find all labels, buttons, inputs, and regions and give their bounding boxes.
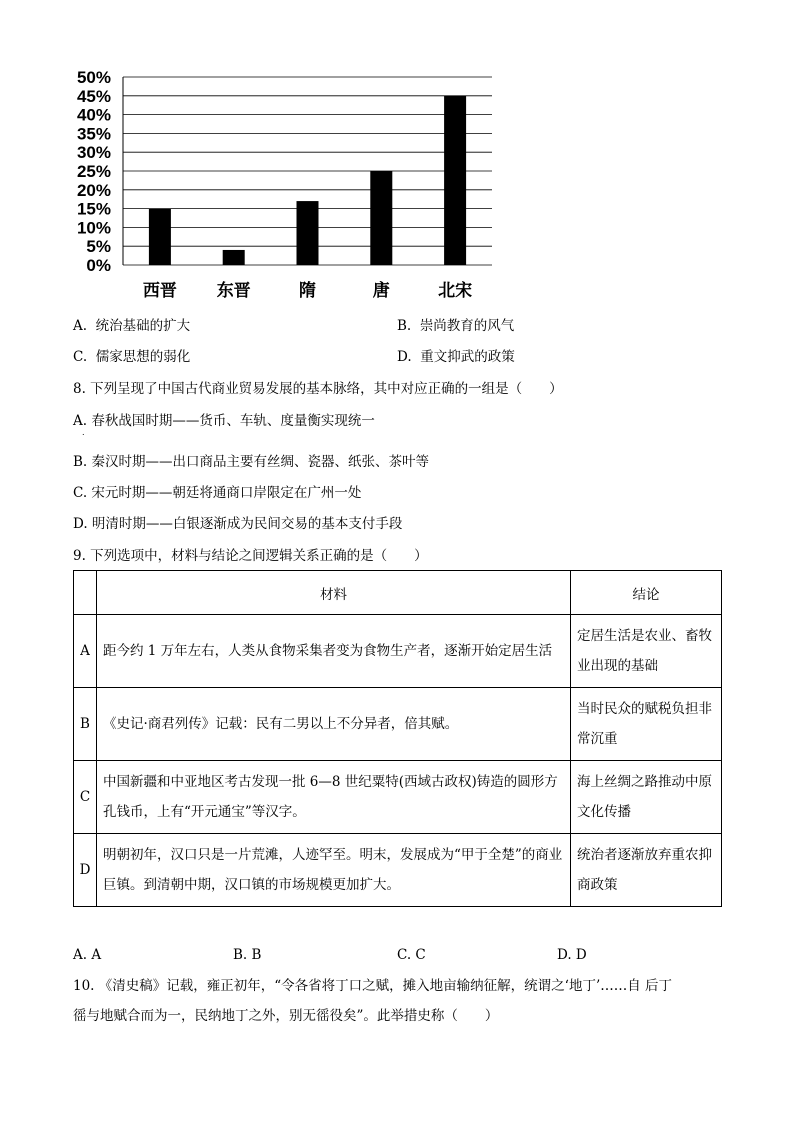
table-header-row xyxy=(74,571,722,615)
table-row xyxy=(74,761,722,834)
q7-option-c-letter: C. xyxy=(73,349,88,365)
y-tick-label: 35% xyxy=(76,124,111,144)
row-letter: D xyxy=(74,834,97,907)
chart-svg xyxy=(60,60,500,310)
y-tick-label: 20% xyxy=(76,180,111,200)
bar xyxy=(149,209,171,265)
row-material: 中国新疆和中亚地区考古发现一批 6—8 世纪粟特(西域古政权)铸造的圆形方孔钱币，上有“开元通宝”等汉字。 xyxy=(97,761,571,834)
table-row xyxy=(74,834,722,907)
q9-table xyxy=(73,570,722,907)
y-tick-label: 45% xyxy=(76,86,111,106)
row-letter: C xyxy=(74,761,97,834)
q7-option-a-text: 统治基础的扩大 xyxy=(95,318,191,334)
q8-option-d[interactable]: D. 明清时期——白银逐渐成为民间交易的基本支付手段 xyxy=(73,516,403,532)
row-material: 《史记·商君列传》记载：民有二男以上不分异者，倍其赋。 xyxy=(97,688,571,761)
row-letter: B xyxy=(74,688,97,761)
q7-option-c[interactable] xyxy=(73,348,190,366)
x-category-label: 隋 xyxy=(299,281,316,301)
table-row xyxy=(74,688,722,761)
row-conclusion: 当时民众的赋税负担非常沉重 xyxy=(571,688,722,761)
x-category-label: 北宋 xyxy=(438,281,473,301)
q7-option-c-text: 儒家思想的弱化 xyxy=(95,349,191,365)
q7-option-b[interactable] xyxy=(397,317,514,335)
row-material: 明朝初年，汉口只是一片荒滩，人迹罕至。明末，发展成为“甲于全楚”的商业巨镇。到清朝中期，汉口镇的市场规模更加扩大。 xyxy=(97,834,571,907)
q9-stem: 9. 下列选项中，材料与结论之间逻辑关系正确的是（ ） xyxy=(73,548,428,564)
bar xyxy=(370,171,392,265)
bar xyxy=(297,201,319,265)
x-category-label: 唐 xyxy=(372,281,390,301)
q7-option-d-text: 重文抑武的政策 xyxy=(420,349,515,365)
row-conclusion: 定居生活是农业、畜牧业出现的基础 xyxy=(571,615,722,688)
q9-option-a[interactable]: A. A xyxy=(73,947,102,963)
q7-option-a[interactable] xyxy=(73,317,190,335)
bar xyxy=(444,96,466,265)
q7-option-a-letter: A. xyxy=(73,318,88,334)
y-tick-label: 0% xyxy=(86,256,111,275)
q7-option-d[interactable] xyxy=(397,348,515,366)
q10-line-1: 10. 《清史稿》记载，雍正初年，“令各省将丁口之赋，摊入地亩输纳征解，统谓之‘地丁’……自 后丁 xyxy=(73,978,673,994)
q8-stem: 8. 下列呈现了中国古代商业贸易发展的基本脉络，其中对应正确的一组是（ ） xyxy=(73,381,563,397)
y-tick-label: 15% xyxy=(76,199,111,219)
y-tick-label: 30% xyxy=(76,143,111,163)
table-row xyxy=(74,615,722,688)
q9-option-b[interactable]: B. B xyxy=(233,947,262,963)
y-tick-label: 25% xyxy=(76,162,111,181)
y-tick-label: 10% xyxy=(76,218,111,238)
row-letter: A xyxy=(74,615,97,688)
q8-option-a[interactable]: A. 春秋战国时期——货币、车轨、度量衡实现统一 xyxy=(73,413,375,429)
q9-option-d[interactable]: D. D xyxy=(557,947,587,963)
q7-option-b-text: 崇尚教育的风气 xyxy=(419,318,515,334)
bar-chart xyxy=(60,60,500,310)
x-category-label: 东晋 xyxy=(216,281,251,301)
row-material: 距今约 1 万年左右，人类从食物采集者变为食物生产者，逐渐开始定居生活 xyxy=(97,615,571,688)
table-header-conclusion: 结论 xyxy=(571,571,722,615)
bar xyxy=(223,250,245,265)
q9-option-c[interactable]: C. C xyxy=(397,947,426,963)
table-header-material: 材料 xyxy=(97,571,571,615)
row-conclusion: 海上丝绸之路推动中原文化传播 xyxy=(571,761,722,834)
q8-option-c[interactable]: C. 宋元时期——朝廷将通商口岸限定在广州一处 xyxy=(73,485,362,501)
row-conclusion: 统治者逐渐放弃重农抑商政策 xyxy=(571,834,722,907)
q7-option-d-letter: D. xyxy=(397,349,412,365)
q8-option-b[interactable]: B. 秦汉时期——出口商品主要有丝绸、瓷器、纸张、茶叶等 xyxy=(73,454,430,470)
decorative-dot: . xyxy=(82,428,85,437)
table-header-blank xyxy=(74,571,97,615)
q7-option-b-letter: B. xyxy=(397,318,412,334)
x-category-label: 西晋 xyxy=(142,281,177,301)
y-tick-label: 40% xyxy=(76,105,111,125)
q10-line-2: 徭与地赋合而为一，民纳地丁之外，别无徭役矣”。此举措史称（ ） xyxy=(73,1008,499,1024)
y-tick-label: 50% xyxy=(76,68,111,87)
y-tick-label: 5% xyxy=(86,237,111,257)
